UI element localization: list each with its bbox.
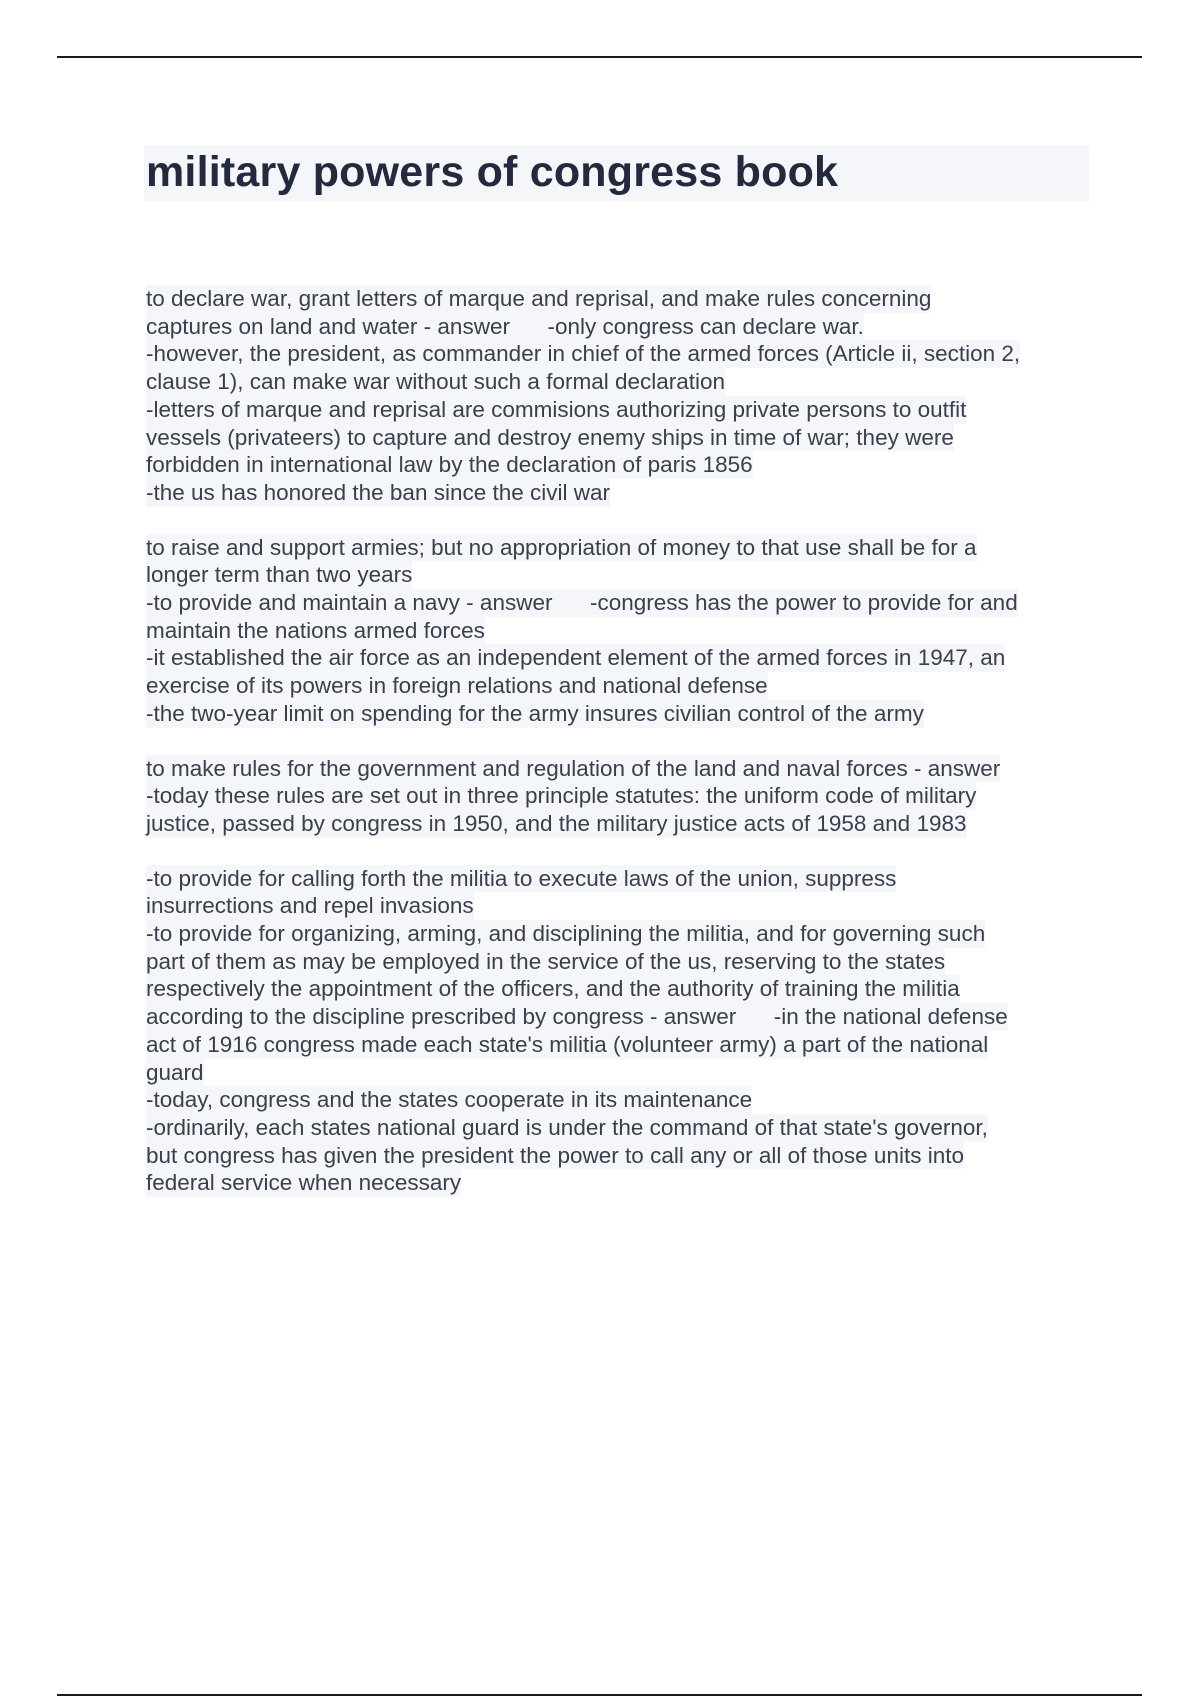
text-line: -it established the air force as an independent element of the armed forces in 1947, an [146, 645, 1006, 671]
text-line: -to provide for organizing, arming, and disciplining the militia, and for governing such [146, 921, 986, 947]
text-line: clause 1), can make war without such a formal declaration [146, 369, 726, 395]
text-line: -letters of marque and reprisal are commisions authorizing private persons to outfit [146, 396, 967, 422]
text-line: act of 1916 congress made each state's militia (volunteer army) a part of the national [146, 1031, 989, 1057]
text-line: guard [146, 1059, 204, 1085]
text-line: to declare war, grant letters of marque and reprisal, and make rules concerning [146, 286, 932, 311]
text-line: according to the discipline prescribed by congress - answer -in the national defense [146, 1004, 1008, 1030]
document-body [146, 285, 1091, 1224]
text-line: captures on land and water - answer -only congress can declare war. [146, 313, 864, 339]
text-line: federal service when necessary [146, 1170, 462, 1196]
section-declare-war [146, 285, 1091, 507]
text-line: exercise of its powers in foreign relations and national defense [146, 673, 768, 699]
top-rule [57, 56, 1142, 58]
section-militia [146, 865, 1091, 1197]
text-line: part of them as may be employed in the service of the us, reserving to the states [146, 948, 946, 974]
text-line: -however, the president, as commander in chief of the armed forces (Article ii, section 2, [146, 341, 1021, 367]
text-line: -to provide and maintain a navy - answer -congress has the power to provide for and [146, 590, 1018, 616]
text-line: forbidden in international law by the declaration of paris 1856 [146, 452, 753, 478]
text-line: -the us has honored the ban since the civil war [146, 479, 611, 505]
text-line: longer term than two years [146, 562, 413, 588]
text-line: -to provide for calling forth the militia to execute laws of the union, suppress [146, 865, 897, 891]
text-line: -today these rules are set out in three principle statutes: the uniform code of military [146, 783, 977, 809]
text-line: vessels (privateers) to capture and destroy enemy ships in time of war; they were [146, 424, 954, 450]
section-rules-forces [146, 755, 1091, 838]
page-title: military powers of congress book [146, 148, 839, 196]
text-line: -ordinarily, each states national guard is under the command of that state's governor, [146, 1114, 988, 1140]
text-line: justice, passed by congress in 1950, and the military justice acts of 1958 and 1983 [146, 810, 967, 836]
text-line: maintain the nations armed forces [146, 617, 485, 643]
text-line: to make rules for the government and regulation of the land and naval forces - answer [146, 755, 1001, 781]
bottom-rule [57, 1694, 1142, 1696]
text-line: -today, congress and the states cooperate in its maintenance [146, 1087, 753, 1113]
text-line: respectively the appointment of the officers, and the authority of training the militia [146, 976, 960, 1002]
text-line: -the two-year limit on spending for the army insures civilian control of the army [146, 700, 924, 726]
text-line: insurrections and repel invasions [146, 893, 474, 919]
section-raise-armies [146, 534, 1091, 728]
text-line: to raise and support armies; but no appropriation of money to that use shall be for a [146, 534, 977, 560]
text-line: but congress has given the president the power to call any or all of those units into [146, 1142, 964, 1168]
